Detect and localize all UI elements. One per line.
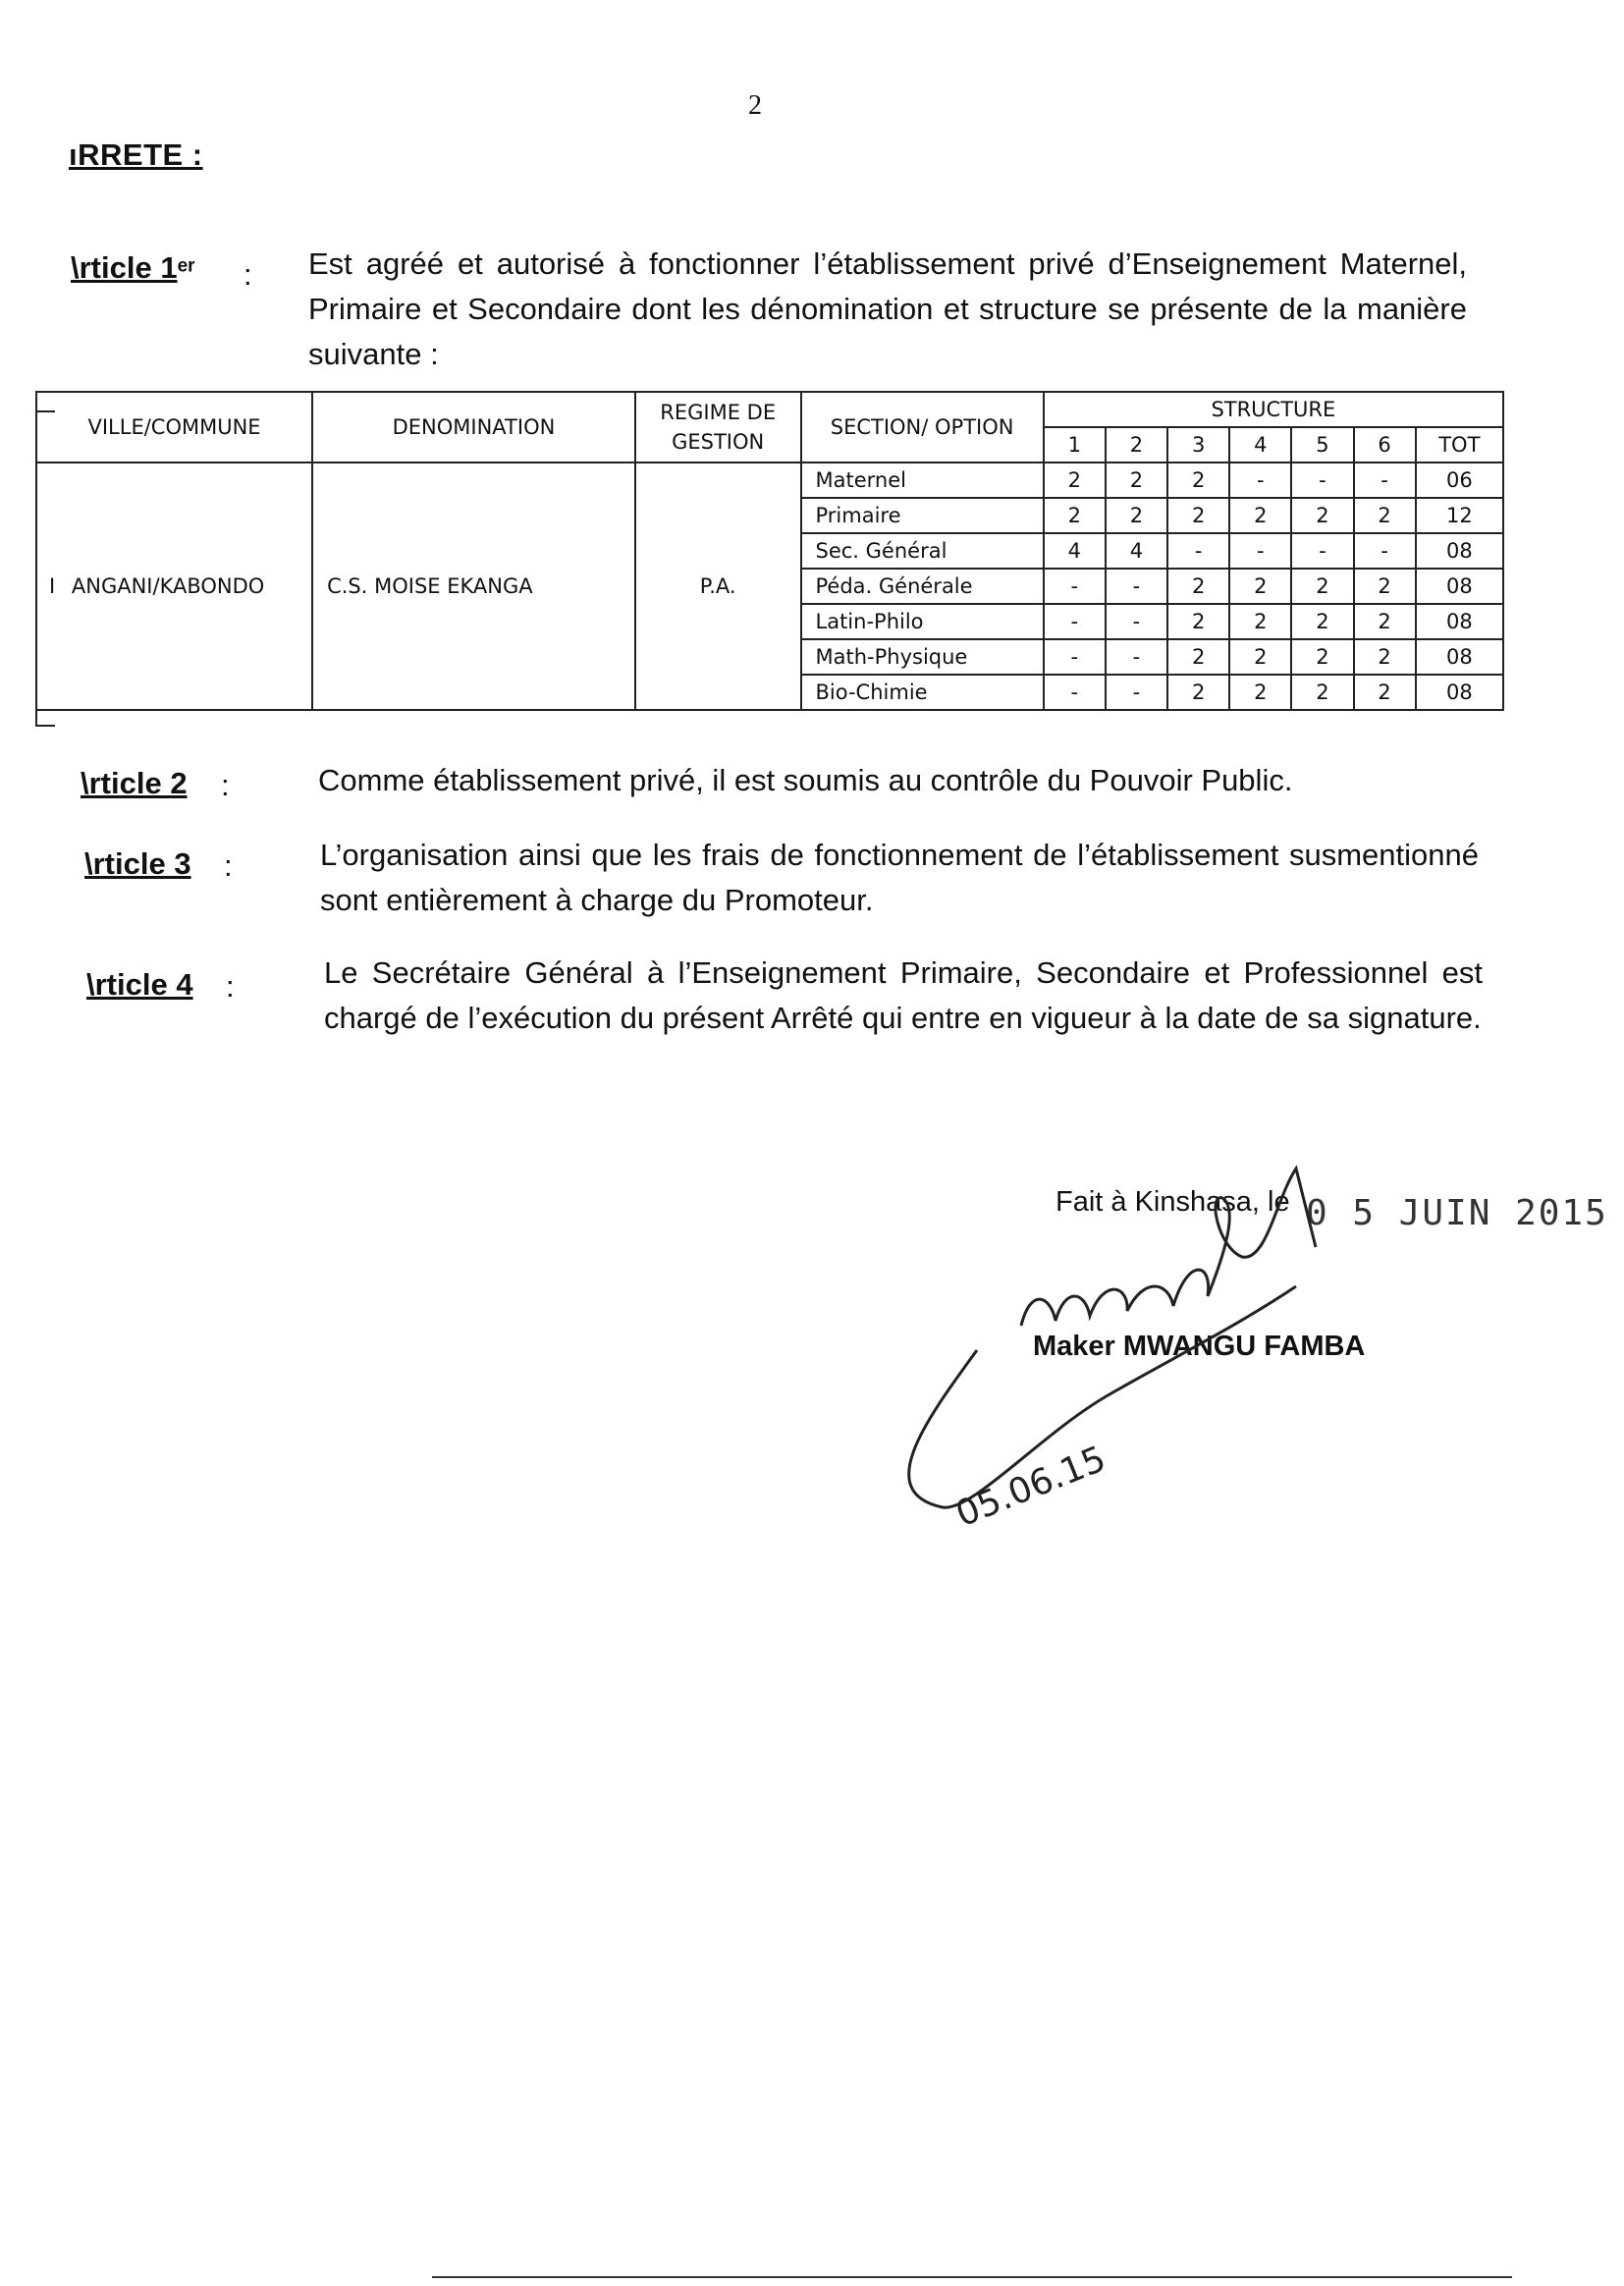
value-cell: 2 bbox=[1106, 463, 1167, 498]
table-row bbox=[36, 463, 1503, 498]
value-cell: - bbox=[1044, 639, 1106, 675]
value-cell: 2 bbox=[1167, 498, 1229, 533]
article-4-colon: : bbox=[226, 969, 235, 1004]
total-cell: 08 bbox=[1416, 533, 1503, 569]
section-name: Sec. Général bbox=[801, 533, 1044, 569]
value-cell: - bbox=[1106, 675, 1167, 710]
article-1 bbox=[71, 250, 195, 286]
structure-table bbox=[35, 391, 1504, 711]
article-4-text: Le Secrétaire Général à l’Enseignement Primaire, Secondaire et Professionnel est chargé de l’exécution du présent Arrêté qui entre en vigueur à la date de sa signature. bbox=[324, 955, 1483, 1035]
value-cell: 4 bbox=[1106, 533, 1167, 569]
footer-rule bbox=[432, 2276, 1512, 2278]
signer-name: Maker MWANGU FAMBA bbox=[1033, 1331, 1366, 1362]
section-name: Péda. Générale bbox=[801, 569, 1044, 604]
total-cell: 08 bbox=[1416, 569, 1503, 604]
value-cell: 2 bbox=[1106, 498, 1167, 533]
ville-value: ANGANI/KABONDO bbox=[65, 574, 265, 598]
value-cell: - bbox=[1167, 533, 1229, 569]
value-cell: 4 bbox=[1044, 533, 1106, 569]
value-cell: 2 bbox=[1354, 639, 1416, 675]
table-header-row bbox=[36, 392, 1503, 427]
ville-cell bbox=[36, 463, 312, 710]
value-cell: - bbox=[1291, 463, 1353, 498]
header-col-1: 1 bbox=[1044, 427, 1106, 463]
value-cell: - bbox=[1106, 639, 1167, 675]
value-cell: - bbox=[1229, 463, 1291, 498]
section-name: Primaire bbox=[801, 498, 1044, 533]
value-cell: - bbox=[1229, 533, 1291, 569]
value-cell: 2 bbox=[1167, 569, 1229, 604]
total-cell: 08 bbox=[1416, 604, 1503, 639]
section-name: Latin-Philo bbox=[801, 604, 1044, 639]
total-cell: 12 bbox=[1416, 498, 1503, 533]
header-section: SECTION/ OPTION bbox=[801, 392, 1044, 463]
value-cell: - bbox=[1106, 604, 1167, 639]
article-3-label: \rticle 3 bbox=[84, 846, 191, 881]
arrete-heading: ıRRETE : bbox=[69, 137, 203, 172]
header-col-3: 3 bbox=[1167, 427, 1229, 463]
regime-cell: P.A. bbox=[635, 463, 801, 710]
article-4-label: \rticle 4 bbox=[86, 967, 193, 1002]
section-name: Bio-Chimie bbox=[801, 675, 1044, 710]
header-denomination: DENOMINATION bbox=[312, 392, 635, 463]
value-cell: 2 bbox=[1291, 604, 1353, 639]
value-cell: 2 bbox=[1229, 569, 1291, 604]
place-date: Fait à Kinshasa, le bbox=[1056, 1186, 1290, 1218]
header-col-6: 6 bbox=[1354, 427, 1416, 463]
header-structure: STRUCTURE bbox=[1044, 392, 1503, 427]
value-cell: - bbox=[1044, 569, 1106, 604]
article-2-text: Comme établissement privé, il est soumis au contrôle du Pouvoir Public. bbox=[318, 763, 1293, 797]
value-cell: 2 bbox=[1167, 604, 1229, 639]
article-2-colon: : bbox=[221, 768, 230, 802]
handwritten-signature bbox=[884, 1139, 1473, 1561]
value-cell: 2 bbox=[1354, 498, 1416, 533]
value-cell: 2 bbox=[1354, 675, 1416, 710]
section-name: Math-Physique bbox=[801, 639, 1044, 675]
total-cell: 06 bbox=[1416, 463, 1503, 498]
article-1-text: Est agréé et autorisé à fonctionner l’établissement privé d’Enseignement Maternel, Primaire et Secondaire dont les dénomination et structure se présente de la manière suivante : bbox=[308, 246, 1467, 371]
value-cell: - bbox=[1354, 533, 1416, 569]
value-cell: 2 bbox=[1354, 569, 1416, 604]
value-cell: 2 bbox=[1229, 604, 1291, 639]
page-number: 2 bbox=[748, 90, 762, 121]
value-cell: 2 bbox=[1291, 569, 1353, 604]
header-regime: REGIME DE GESTION bbox=[635, 392, 801, 463]
value-cell: - bbox=[1106, 569, 1167, 604]
section-name: Maternel bbox=[801, 463, 1044, 498]
denomination-cell: C.S. MOISE EKANGA bbox=[312, 463, 635, 710]
value-cell: 2 bbox=[1167, 675, 1229, 710]
value-cell: - bbox=[1044, 675, 1106, 710]
article-3-colon: : bbox=[224, 848, 233, 883]
value-cell: 2 bbox=[1291, 675, 1353, 710]
total-cell: 08 bbox=[1416, 675, 1503, 710]
handwritten-date: 05.06.15 bbox=[950, 1439, 1112, 1536]
value-cell: - bbox=[1044, 604, 1106, 639]
header-ville: VILLE/COMMUNE bbox=[36, 392, 312, 463]
value-cell: - bbox=[1291, 533, 1353, 569]
value-cell: 2 bbox=[1044, 498, 1106, 533]
row-index: I bbox=[49, 574, 56, 598]
value-cell: 2 bbox=[1291, 639, 1353, 675]
total-cell: 08 bbox=[1416, 639, 1503, 675]
header-col-2: 2 bbox=[1106, 427, 1167, 463]
header-col-5: 5 bbox=[1291, 427, 1353, 463]
article-2-label: \rticle 2 bbox=[81, 766, 188, 800]
value-cell: 2 bbox=[1354, 604, 1416, 639]
article-3-text: L’organisation ainsi que les frais de fonctionnement de l’établissement susmentionné sont entièrement à charge du Promoteur. bbox=[320, 838, 1479, 917]
date-stamp: 0 5 JUIN 2015 bbox=[1306, 1193, 1608, 1233]
value-cell: 2 bbox=[1229, 639, 1291, 675]
value-cell: 2 bbox=[1229, 498, 1291, 533]
article-1-sup: er bbox=[177, 255, 195, 277]
value-cell: 2 bbox=[1044, 463, 1106, 498]
value-cell: - bbox=[1354, 463, 1416, 498]
value-cell: 2 bbox=[1167, 463, 1229, 498]
article-1-label: \rticle 1 bbox=[71, 250, 178, 285]
value-cell: 2 bbox=[1229, 675, 1291, 710]
value-cell: 2 bbox=[1291, 498, 1353, 533]
header-col-tot: TOT bbox=[1416, 427, 1503, 463]
header-col-4: 4 bbox=[1229, 427, 1291, 463]
article-1-colon: : bbox=[244, 257, 252, 292]
value-cell: 2 bbox=[1167, 639, 1229, 675]
